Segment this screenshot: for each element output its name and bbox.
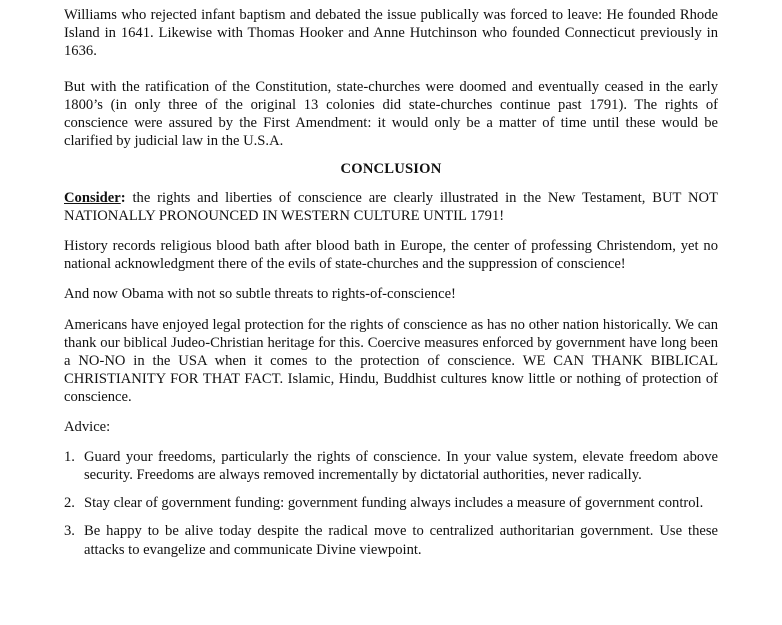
document-page: [64, 6, 718, 569]
advice-item-3: [64, 522, 718, 558]
paragraph-consider: [64, 189, 718, 225]
advice-item-1: [64, 448, 718, 484]
advice-number: 1.: [64, 448, 75, 465]
paragraph-obama: And now Obama with not so subtle threats to rights-of-conscience!: [64, 286, 456, 303]
advice-text: Stay clear of government funding: government funding always includes a measure of government control.: [84, 495, 704, 512]
advice-label: Advice:: [64, 418, 111, 435]
consider-text: the rights and liberties of conscience are clearly illustrated in the New Testament, BUT NOT NATIONALLY PRONOUNCED IN WESTERN CULTURE UNTIL 1791!: [64, 189, 718, 224]
advice-text: Be happy to be alive today despite the radical move to centralized authoritarian government. Use these attacks to evangelize and communicate Divine viewpoint.: [84, 523, 718, 558]
advice-number: 3.: [64, 523, 75, 540]
conclusion-heading: CONCLUSION: [340, 161, 442, 178]
consider-colon: :: [120, 189, 126, 206]
advice-number: 2.: [64, 495, 75, 512]
paragraph-constitution: But with the ratification of the Constitution, state-churches were doomed and eventually ceased in the early 1800’s (in only three of the original 13 colonies did state-churches continue past 1791). The rights of conscience were assured by the First Amendment: it would only be a matter of time until these would be clarified by judicial law in the U.S.A.: [64, 78, 718, 150]
paragraph-history: History records religious blood bath after blood bath in Europe, the center of professing Christendom, yet no national acknowledgment there of the evils of state-churches and the suppression of conscience!: [64, 238, 718, 273]
advice-list: [64, 448, 718, 559]
advice-text: Guard your freedoms, particularly the rights of conscience. In your value system, elevate freedom above security. Freedoms are always removed incrementally by dictatorial authorities, never radically.: [84, 448, 718, 484]
paragraph-americans: Americans have enjoyed legal protection for the rights of conscience as has no other nation historically. We can thank our biblical Judeo-Christian heritage for this. Coercive measures enforced by government have long been a NO-NO in the USA when it comes to the protection of conscience. WE CAN THANK BIBLICAL CHRISTIANITY FOR THAT FACT. Islamic, Hindu, Buddhist cultures know little or nothing of protection of conscience.: [64, 316, 718, 406]
consider-label: Consider: [64, 189, 121, 206]
advice-item-2: [64, 494, 718, 512]
paragraph-williams: Williams who rejected infant baptism and debated the issue publically was forced to leave: He founded Rhode Island in 1641. Likewise with Thomas Hooker and Anne Hutchinson who founded Connecticut previously in 1636.: [64, 7, 718, 60]
